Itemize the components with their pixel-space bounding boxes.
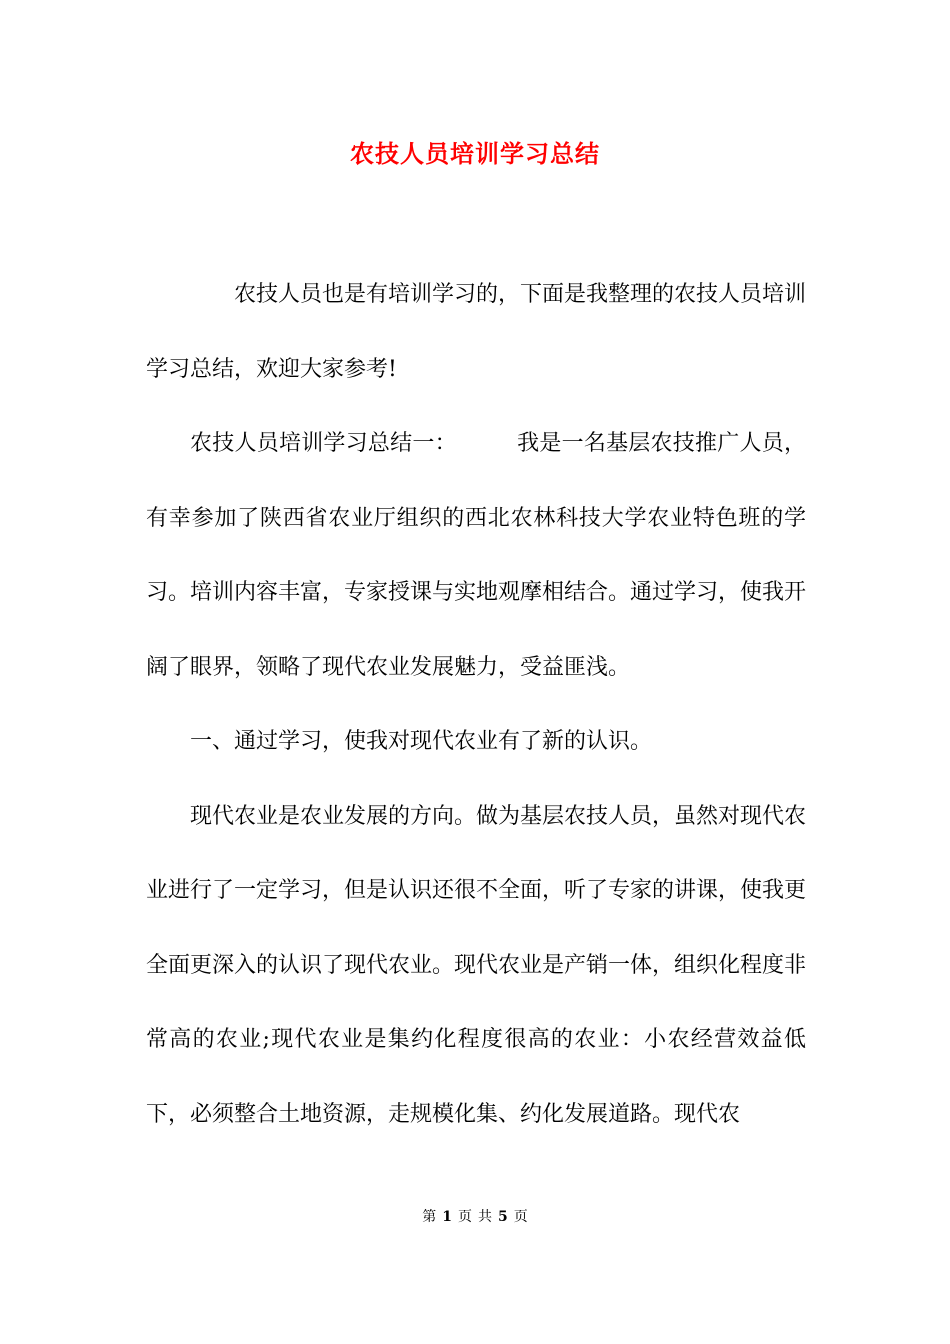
footer-prefix: 第 <box>422 1209 437 1225</box>
body-paragraph-one: 现代农业是农业发展的方向。做为基层农技人员，虽然对现代农业进行了一定学习，但是认识还很不全面，听了专家的讲课，使我更全面更深入的认识了现代农业。现代农业是产销一体，组织化程度非常高的农业;现代农业是集约化程度很高的农业：小农经营效益低下，必须整合土地资源，走规模化集、约化发展道路。现代农 <box>146 803 807 1127</box>
footer-page-word: 页 <box>458 1209 472 1225</box>
section-paragraph <box>146 407 806 705</box>
heading-one: 一、通过学习，使我对现代农业有了新的认识。 <box>190 729 653 754</box>
intro-paragraph: 农技人员也是有培训学习的，下面是我整理的农技人员培训学习总结，欢迎大家参考! <box>146 282 807 382</box>
footer-suffix: 页 <box>513 1209 528 1225</box>
footer-total-pages: 5 <box>498 1209 508 1225</box>
document-body <box>146 258 806 1152</box>
section-text: 我是一名基层农技推广人员，有幸参加了陕西省农业厅组织的西北农林科技大学农业特色班的学习。培训内容丰富，专家授课与实地观摩相结合。通过学习，使我开阔了眼界，领略了现代农业发展魅力，受益匪浅。 <box>146 431 807 680</box>
section-label: 农技人员培训学习总结一： <box>190 431 457 456</box>
footer-total-word: 共 <box>478 1209 492 1225</box>
page-footer <box>0 1207 950 1227</box>
document-title: 农技人员培训学习总结 <box>350 139 600 168</box>
footer-current-page: 1 <box>442 1209 452 1225</box>
